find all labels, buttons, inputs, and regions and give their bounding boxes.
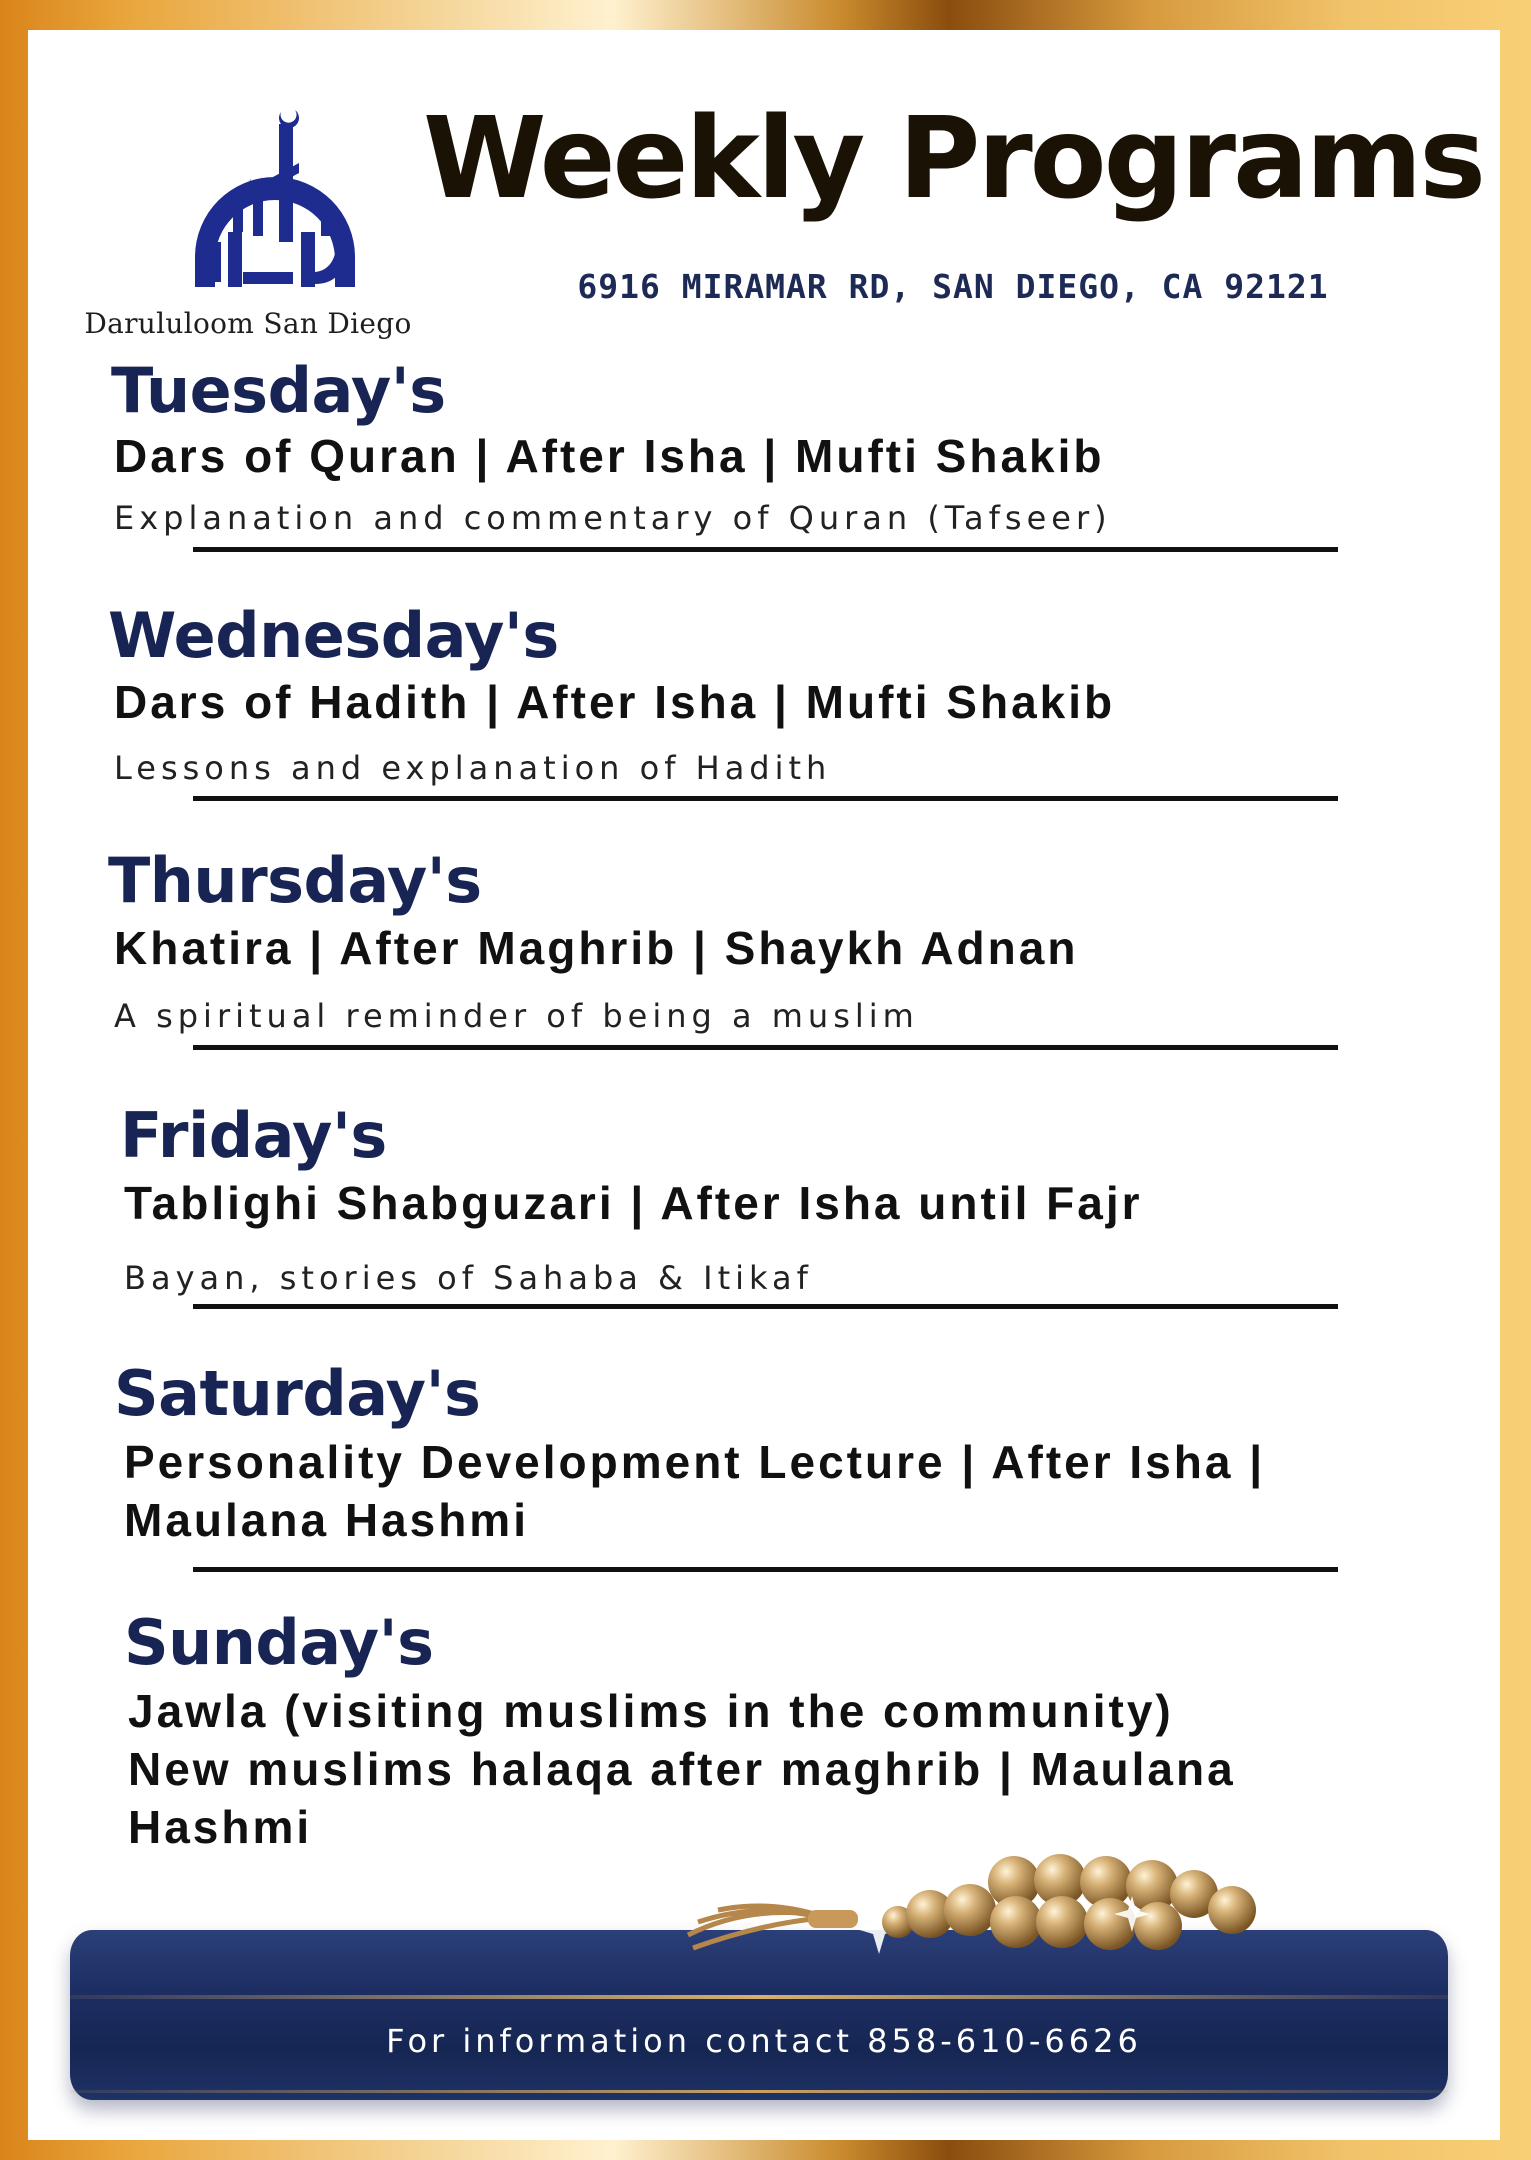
program-line: Dars of Quran | After Isha | Mufti Shakib bbox=[114, 430, 1105, 482]
plate-stripe bbox=[70, 2090, 1448, 2093]
logo-text: Darululoom San Diego bbox=[84, 307, 412, 340]
day-heading: Sunday's bbox=[124, 1606, 434, 1679]
program-line: Khatira | After Maghrib | Shaykh Adnan bbox=[114, 922, 1079, 974]
divider bbox=[193, 1045, 1338, 1050]
logo bbox=[83, 82, 413, 352]
day-heading: Wednesday's bbox=[108, 599, 559, 672]
prayer-beads-icon bbox=[658, 1810, 1318, 1960]
day-heading: Friday's bbox=[120, 1099, 387, 1172]
divider bbox=[193, 796, 1338, 801]
flyer-content bbox=[28, 30, 1500, 2140]
program-description: Lessons and explanation of Hadith bbox=[114, 749, 832, 787]
program-line: Maulana Hashmi bbox=[124, 1494, 529, 1546]
divider bbox=[193, 547, 1338, 552]
plate-stripe bbox=[70, 1995, 1448, 1999]
day-heading: Saturday's bbox=[114, 1357, 481, 1430]
divider bbox=[193, 1304, 1338, 1309]
program-description: A spiritual reminder of being a muslim bbox=[114, 997, 919, 1035]
program-line: New muslims halaqa after maghrib | Maulana bbox=[128, 1743, 1236, 1795]
day-heading: Thursday's bbox=[108, 844, 482, 917]
footer bbox=[28, 1810, 1500, 2140]
mosque-dome-calligraphy-icon bbox=[83, 82, 413, 307]
contact-info: For information contact 858-610-6626 bbox=[386, 2022, 1142, 2060]
page-title: Weekly Programs bbox=[423, 94, 1483, 224]
program-description: Bayan, stories of Sahaba & Itikaf bbox=[124, 1259, 813, 1297]
program-description: Explanation and commentary of Quran (Tafseer) bbox=[114, 499, 1112, 537]
divider bbox=[193, 1567, 1338, 1572]
address: 6916 MIRAMAR RD, SAN DIEGO, CA 92121 bbox=[577, 267, 1329, 306]
program-line: Jawla (visiting muslims in the community) bbox=[128, 1685, 1174, 1737]
program-line: Tablighi Shabguzari | After Isha until Fajr bbox=[124, 1177, 1143, 1229]
program-line: Hashmi bbox=[128, 1801, 313, 1853]
day-heading: Tuesday's bbox=[111, 354, 446, 427]
program-line: Personality Development Lecture | After Isha | bbox=[124, 1436, 1266, 1488]
program-line: Dars of Hadith | After Isha | Mufti Shakib bbox=[114, 676, 1116, 728]
